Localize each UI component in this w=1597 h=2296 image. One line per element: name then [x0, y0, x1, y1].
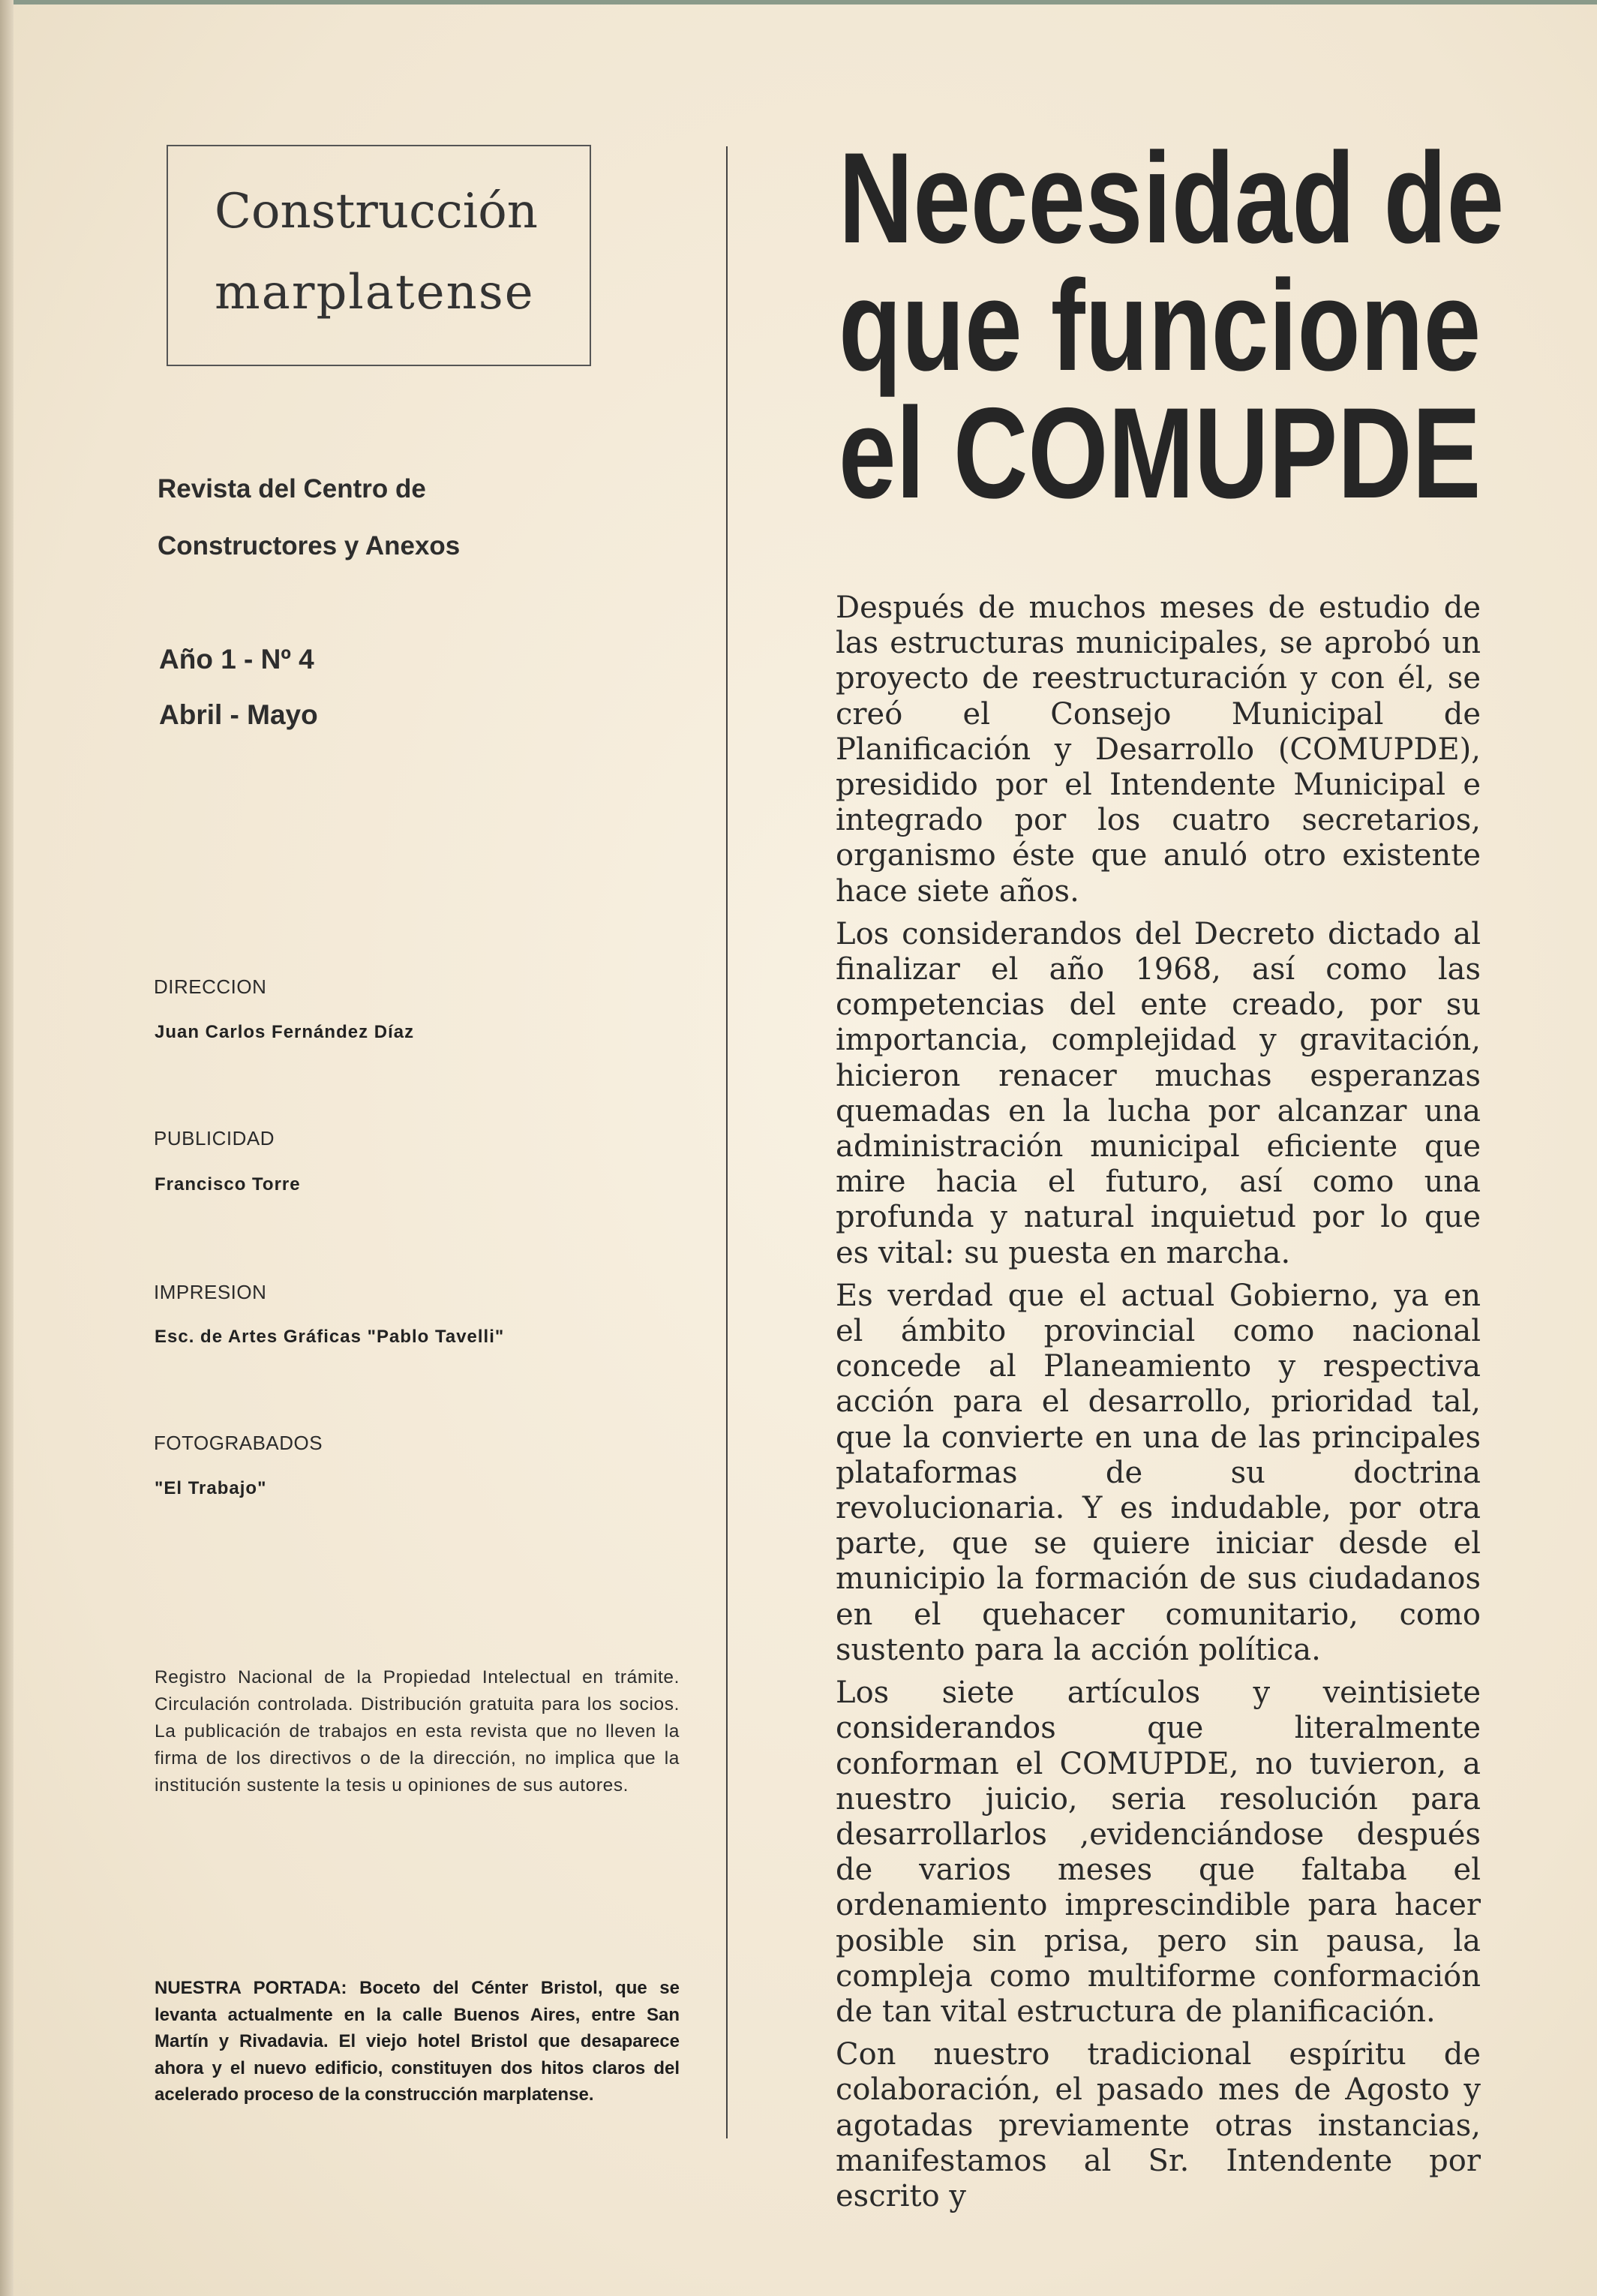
- masthead-box: [167, 145, 591, 366]
- credit-name-fotograbados: "El Trabajo": [155, 1478, 267, 1498]
- article-headline: [839, 126, 1505, 525]
- article-paragraph: Los siete artículos y veintisiete considerandos que literalmente conforman el COMUPDE, no tuvieron, a nuestro juicio, seria resolución para desarrollarlos ,evidenciándose después de varios meses que faltaba el ordenamiento imprescindible para hacer posible sin prisa, pero sin pausa, la compleja como multiforme conformación de tan vital estructura de planificación.: [836, 1675, 1481, 2029]
- page-top-edge: [0, 0, 1597, 5]
- headline-line2: que funcione: [839, 254, 1481, 398]
- headline-line1: Necesidad de: [839, 126, 1505, 270]
- credit-label-impresion: IMPRESION: [154, 1281, 267, 1303]
- credit-label-fotograbados: FOTOGRABADOS: [154, 1432, 323, 1454]
- headline-line3: el COMUPDE: [839, 381, 1481, 525]
- issue-number: Año 1 - Nº 4: [159, 644, 314, 675]
- article-paragraph: Con nuestro tradicional espíritu de colaboración, el pasado mes de Agosto y agotadas previamente otras instancias, manifestamos al Sr. Intendente por escrito y: [836, 2037, 1481, 2213]
- credit-name-impresion: Esc. de Artes Gráficas "Pablo Tavelli": [155, 1327, 505, 1347]
- page-spine-edge: [0, 0, 14, 2296]
- subtitle-line1: Revista del Centro de: [158, 474, 426, 503]
- issue-period: Abril - Mayo: [159, 699, 318, 730]
- article-paragraph: Después de muchos meses de estudio de las estructuras municipales, se aprobó un proyecto de reestructuración y con él, se creó el Consejo Municipal de Planificación y Desarrollo (COMUPDE), presidido por el Intendente Municipal e integrado por los cuatro secretarios, organismo éste que anuló otro existente hace siete años.: [836, 591, 1481, 909]
- subtitle-line2: Constructores y Anexos: [158, 531, 461, 560]
- article-paragraph: Es verdad que el actual Gobierno, ya en el ámbito provincial como nacional concede al Planeamiento y respectiva acción para el desarrollo, prioridad tal, que la convierte en una de las principales plataformas de su doctrina revolucionaria. Y es indudable, por otra parte, que se quiere iniciar desde el municipio la formación de sus ciudadanos en el quehacer comunitario, como sustento para la acción política.: [836, 1278, 1481, 1667]
- credit-name-publicidad: Francisco Torre: [155, 1174, 301, 1195]
- article-body: [836, 591, 1481, 2222]
- masthead-title-line2: marplatense: [215, 265, 535, 320]
- credit-label-publicidad: PUBLICIDAD: [154, 1127, 275, 1150]
- column-divider: [726, 146, 728, 2138]
- legal-notice: Registro Nacional de la Propiedad Intelectual en trámite. Circulación controlada. Distribución gratuita para los socios. La publicación de trabajos en esta revista que no lleven la firma de los directivos o de la dirección, no implica que la institución sustente la tesis u opiniones de sus autores.: [155, 1667, 680, 1796]
- article-paragraph: Los considerandos del Decreto dictado al finalizar el año 1968, así como las competencias del ente creado, por su importancia, complejidad y gravitación, hicieron renacer muchas esperanzas quemadas en la lucha por alcanzar una administración municipal eficiente que mire hacia el futuro, así como una profunda y natural inquietud por lo que es vital: su puesta en marcha.: [836, 916, 1481, 1270]
- masthead-title-line1: Construcción: [215, 184, 538, 239]
- credit-label-direccion: DIRECCION: [154, 975, 267, 998]
- credit-name-direccion: Juan Carlos Fernández Díaz: [155, 1022, 415, 1042]
- cover-caption: NUESTRA PORTADA: Boceto del Cénter Bristol, que se levanta actualmente en la calle Buenos Aires, entre San Martín y Rivadavia. El viejo hotel Bristol que desaparece ahora y el nuevo edificio, constituyen dos hitos claros del acelerado proceso de la construcción marplatense.: [155, 1978, 680, 2105]
